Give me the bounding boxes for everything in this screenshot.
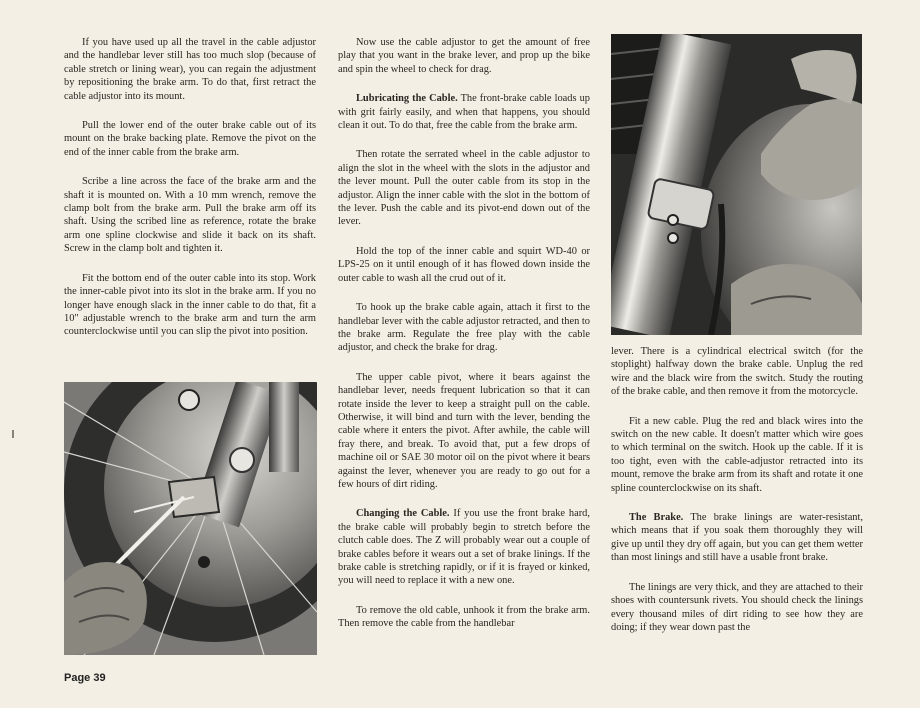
brake-arm-photo	[64, 382, 317, 655]
paragraph: Pull the lower end of the outer brake cable out of its mount on the brake backing plate. Remove the pivot on the end of the inner cable from the brake arm.	[64, 120, 316, 158]
section-heading-brake: The Brake.	[629, 512, 684, 524]
paragraph: If you have used up all the travel in the cable adjustor and the handlebar lever still has too much slop (because of cable stretch or lining wear), you can regain the adjustment by repositioning the brake arm. To do that, first retract the cable adjustor into its mount.	[64, 37, 316, 102]
paragraph: Fit the bottom end of the outer cable into its stop. Work the inner-cable pivot into its slot in the brake arm. If you no longer have enough slack in the inner cable to do that, fit a 10" adjustable wrench to the brake arm and turn the arm counterclockwise until you can slip the pivot into position.	[64, 272, 316, 338]
paragraph: Then rotate the serrated wheel in the cable adjustor to align the slot in the wheel with the slots in the adjustor and the lever mount. Pull the outer cable from its stop in the adjustor. Align the inner cable with the slot in the bottom of the lever. Push the cable and its pivot-end down out of the lever.	[338, 149, 590, 228]
paragraph	[611, 511, 863, 565]
paragraph: Hold the top of the inner cable and squirt WD-40 or LPS-25 on it until enough of it has flowed down inside the outer cable to wash all the crud out of it.	[338, 245, 590, 284]
paragraph-text: The front-brake cable loads up with grit fairly easily, and when that happens, you should clean it out. To do that, free the cable from the brake arm.	[338, 93, 590, 132]
text-column-middle	[338, 36, 590, 647]
handlebar-lever-photo-image	[611, 34, 862, 335]
paragraph: The linings are very thick, and they are attached to their shoes with countersunk rivets. You should check the linings every thousand miles of dirt riding to see how they are doing; if they wear down past the	[611, 581, 863, 633]
handlebar-lever-photo	[611, 34, 862, 335]
section-heading-lubricating: Lubricating the Cable.	[356, 93, 458, 105]
paragraph-text: If you use the front brake hard, the brake cable will probably begin to stretch before the clutch cable does. The Z will probably wear out a couple of brake cables before it wears out a set of brake linings. If the brake cable is stretching rapidly, or if it is frayed or kinked, you will need to replace it with a new one.	[338, 508, 590, 587]
paragraph: To remove the old cable, unhook it from the brake arm. Then remove the cable from the handlebar	[338, 604, 590, 630]
page-speck	[12, 430, 14, 438]
paragraph: Scribe a line across the face of the brake arm and the shaft it is mounted on. With a 10 mm wrench, remove the clamp bolt from the brake arm. Pull the brake arm off its shaft. Using the scribed line as reference, rotate the brake arm one spline clockwise and slide it back on its shaft. Screw in the clamp bolt and tighten it.	[64, 176, 316, 255]
paragraph: The upper cable pivot, where it bears against the handlebar lever, needs frequent lubrication so that it can rotate inside the lever to keep a straight pull on the cable. Otherwise, it will bind and turn with the lever, bending the cable where it enters the pivot. After awhile, the cable will fray there, and break. To avoid that, put a few drops of machine oil or SAE 30 motor oil on the pivot where it bears against the lever, whenever you are ready to go out for a few hours of dirt riding.	[338, 371, 590, 490]
paragraph	[338, 507, 590, 587]
paragraph: To hook up the brake cable again, attach it first to the handlebar lever with the cable adjustor retracted, and then to the brake arm. Regulate the free play with the cable adjustor, and check the brake for drag.	[338, 302, 590, 354]
text-column-left	[64, 36, 316, 355]
section-heading-changing: Changing the Cable.	[356, 508, 450, 520]
paragraph	[338, 92, 590, 132]
brake-arm-photo-image	[64, 382, 317, 655]
paragraph-text: The brake linings are water-resistant, which means that if you soak them thoroughly they will give up until they dry off again, but you can get them wetter than most linings and still have a usable front brake.	[611, 512, 863, 564]
paragraph: lever. There is a cylindrical electrical switch (for the stoplight) halfway down the brake cable. Unplug the red wire and the black wire from the switch. Study the routing of the brake cable, and then remove it from the motorcycle.	[611, 346, 863, 398]
paragraph: Fit a new cable. Plug the red and black wires into the switch on the new cable. It doesn't matter which wire goes to which terminal on the switch. Hook up the cable. If it is too tight, even with the cable-adjustor retracted into its mount, remove the brake arm from its shaft and rotate it one spline counterclockwise on its shaft.	[611, 415, 863, 494]
page-number: Page 39	[64, 672, 106, 684]
text-column-right	[611, 345, 863, 650]
paragraph: Now use the cable adjustor to get the amount of free play that you want in the brake lever, and prop up the bike and spin the wheel to check for drag.	[338, 37, 590, 75]
